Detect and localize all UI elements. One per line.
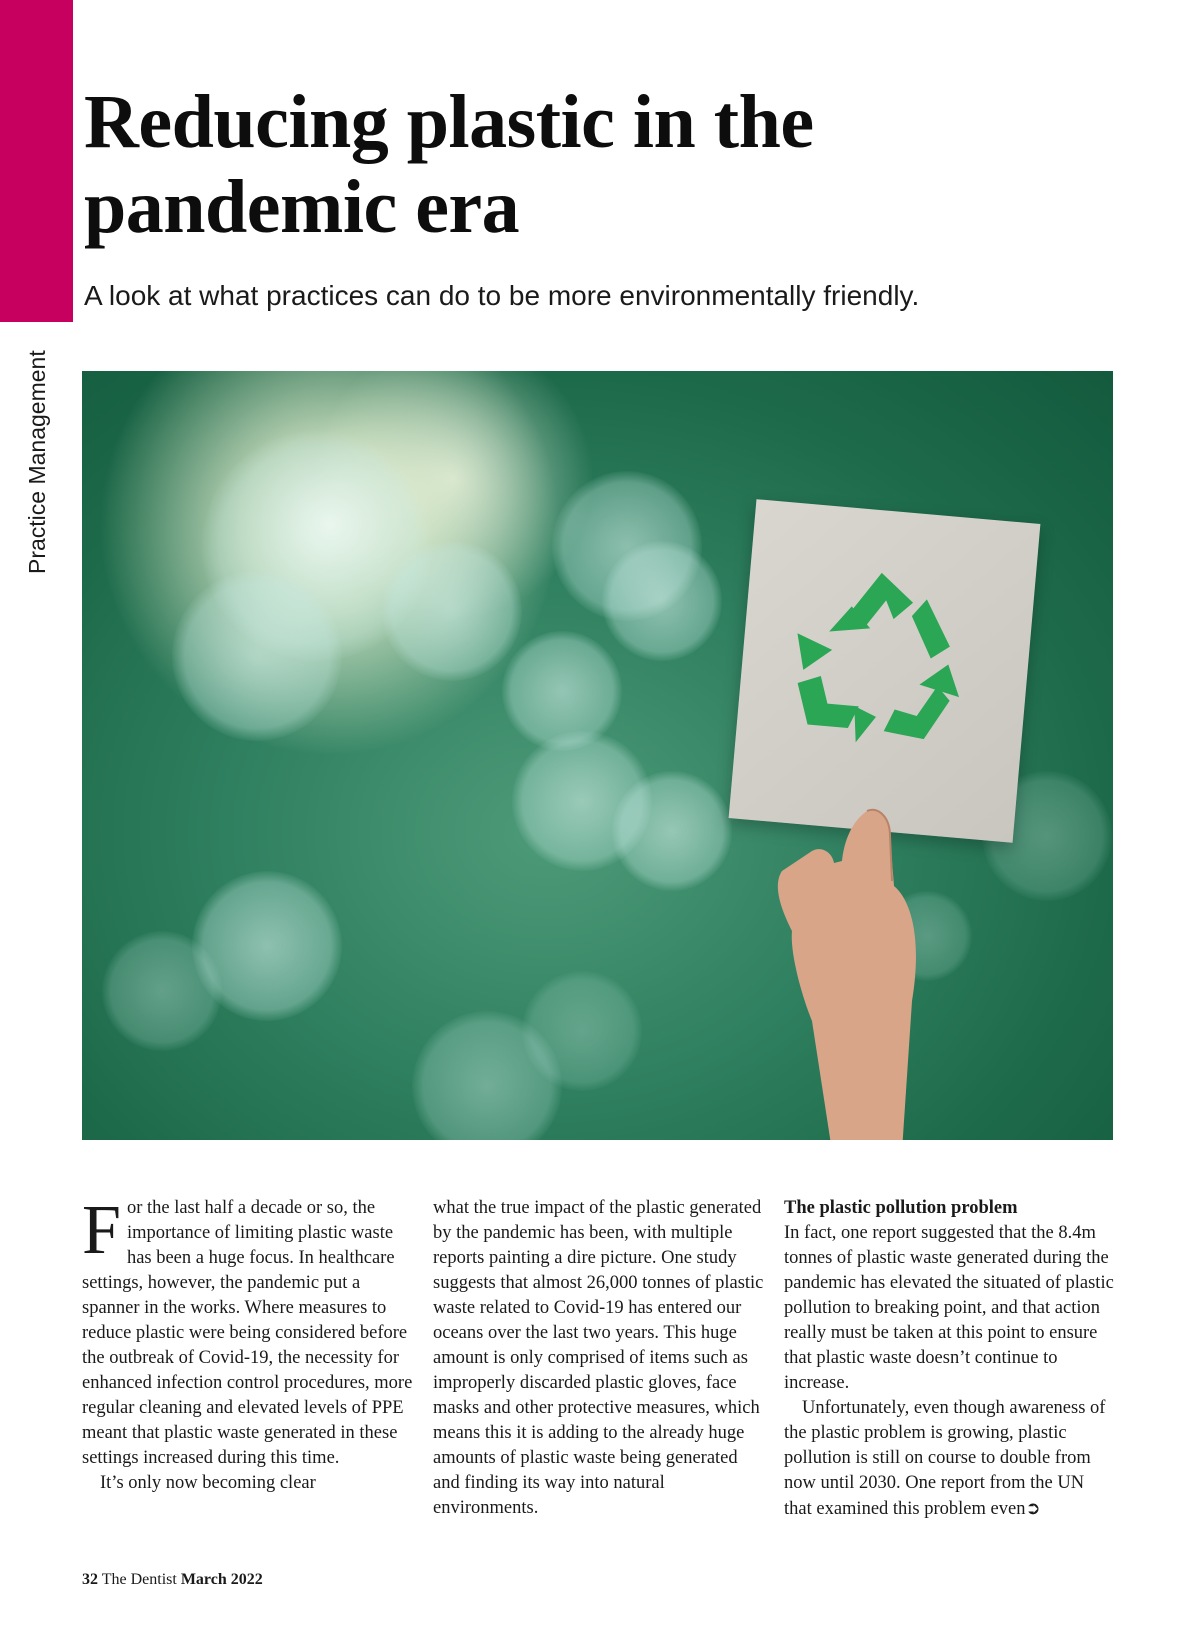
hand-illustration [772, 791, 942, 1140]
issue-date: March 2022 [180, 1571, 263, 1588]
section-label-text: Practice Management [24, 350, 50, 574]
publication-name: The Dentist [101, 1571, 177, 1588]
article-column-3 [784, 1196, 1116, 1522]
page-number: 32 [82, 1571, 98, 1588]
body-paragraph: what the true impact of the plastic generated by the pandemic has been, with multiple reports painting a dire picture. One study suggests that almost 26,000 tonnes of plastic waste related to Covid-19 has entered our oceans over the last two years. This huge amount is only comprised of items such as improperly discarded plastic gloves, face masks and other protective measures, which means this it is adding to the already huge amounts of plastic waste being generated and finding its way into natural environments. [433, 1198, 764, 1518]
drop-cap: F [82, 1192, 121, 1269]
headline-line-2: pandemic era [84, 165, 520, 249]
page-footer [82, 1571, 263, 1589]
article-standfirst: A look at what practices can do to be more environmentally friendly. [84, 280, 920, 311]
headline-line-1: Reducing plastic in the [84, 80, 814, 164]
recycle-icon [763, 542, 1007, 786]
body-paragraph: It’s only now becoming clear [100, 1473, 316, 1493]
article-headline [84, 80, 1084, 250]
body-paragraph: In fact, one report suggested that the 8.4m tonnes of plastic waste generated during the pandemic has elevated the situated of plastic pollution to breaking point, and that action really must be taken at this point to ensure that plastic waste doesn’t continue to increase. [784, 1223, 1114, 1393]
hero-image [82, 371, 1113, 1140]
body-paragraph-continued [784, 1396, 1116, 1522]
continue-arrow-icon: ➲ [1025, 1498, 1041, 1519]
intro-text: or the last half a decade or so, the importance of limiting plastic waste has been a huge focus. In healthcare settings, however, the pandemic put a spanner in the works. Where measures to reduce plastic were being considered before the outbreak of Covid-19, the necessity for enhanced infection control procedures, more regular cleaning and elevated levels of PPE meant that plastic waste generated in these settings increased during this time. [82, 1198, 413, 1468]
section-label [12, 334, 52, 574]
article-column-2 [433, 1196, 765, 1521]
section-subheading: The plastic pollution problem [784, 1198, 1018, 1218]
section-accent-bar [0, 0, 73, 322]
article-column-1 [82, 1192, 414, 1496]
body-text: Unfortunately, even though awareness of the plastic problem is growing, plastic pollution is still on course to double from now until 2030. One report from the UN that examined this problem even [784, 1398, 1106, 1519]
intro-paragraph [82, 1192, 414, 1471]
